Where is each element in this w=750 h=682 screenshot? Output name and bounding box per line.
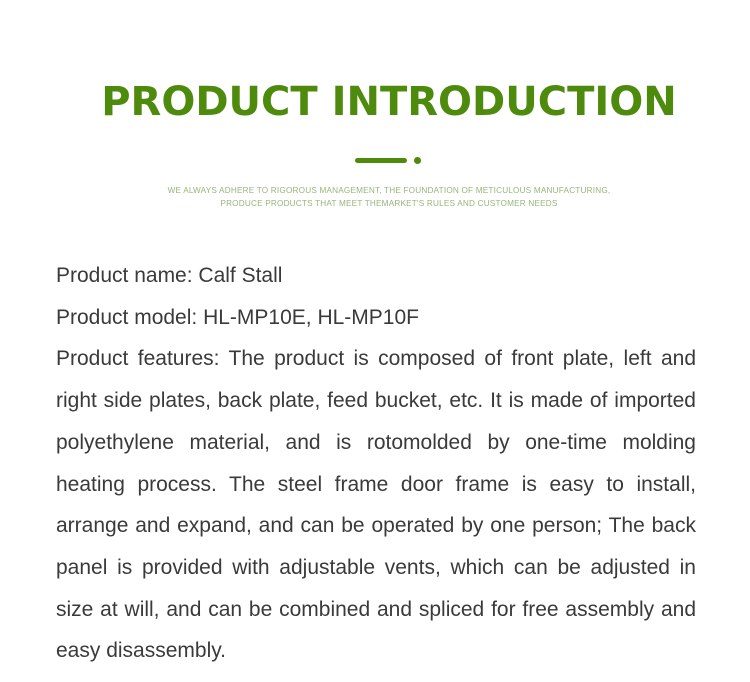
title-divider — [355, 157, 423, 165]
divider-bar — [355, 158, 407, 163]
product-features: Product features: The product is composed of front plate, left and right side plates, back plate, feed bucket, etc. It is made of imported polyethylene material, and is rotomolded by one-time molding heating process. The steel frame door frame is easy to install, arrange and expand, and can be operated by one person; The back panel is provided with adjustable vents, which can be adjusted in size at will, and can be combined and spliced for free assembly and easy disassembly. — [56, 347, 696, 663]
tagline-line-1: WE ALWAYS ADHERE TO RIGOROUS MANAGEMENT, THE FOUNDATION OF METICULOUS MANUFACTURING, — [167, 186, 611, 195]
product-description — [56, 255, 696, 672]
divider-dot — [414, 157, 421, 164]
tagline — [0, 184, 750, 210]
page-title: PRODUCT INTRODUCTION — [101, 79, 677, 125]
product-model: Product model: HL-MP10E, HL-MP10F — [56, 305, 419, 329]
product-name: Product name: Calf Stall — [56, 264, 283, 287]
tagline-line-2: PRODUCE PRODUCTS THAT MEET THEMARKET'S RULES AND CUSTOMER NEEDS — [220, 199, 558, 208]
